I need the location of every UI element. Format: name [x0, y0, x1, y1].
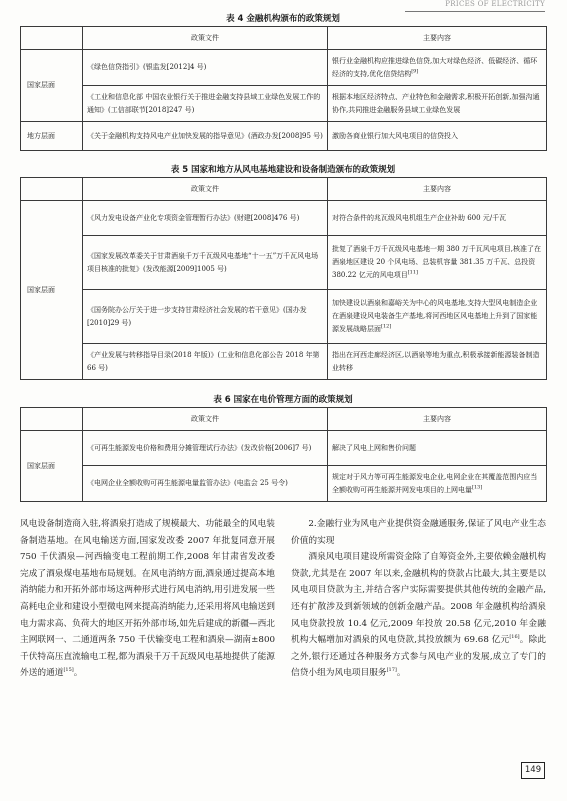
table4-header-doc: 政策文件: [83, 27, 328, 50]
table5-doc: 《国家发展改革委关于甘肃酒泉千万千瓦级风电基地“十一五”万千瓦风电场项目核准的批复》(发改能源[2009]1005 号): [83, 236, 328, 290]
citation: [12]: [381, 323, 392, 330]
table4-content: 根据本地区经济特点、产业特色和金融需求,积极开拓创新,加强沟通协作,共同推进金融服务县域工业绿色发展: [328, 86, 547, 122]
table6-doc: 《电网企业全额收购可再生能源电量监管办法》(电监会 25 号令): [83, 466, 328, 502]
citation: [9]: [411, 68, 419, 75]
table5-doc: 《国务院办公厅关于进一步支持甘肃经济社会发展的若干意见》(国办发[2010]29 号): [83, 290, 328, 344]
table4-caption: 表 4 金融机构颁布的政策规划: [226, 14, 340, 24]
table4-doc: 《关于金融机构支持风电产业加快发展的指导意见》(酒政办发[2008]95 号): [83, 122, 328, 151]
table5: [20, 177, 547, 380]
table6-header-content: 主要内容: [328, 408, 547, 431]
table-row: [21, 201, 547, 236]
table6-header-row: [21, 408, 547, 431]
table-row: [21, 431, 547, 466]
table6-header-doc: 政策文件: [83, 408, 328, 431]
table5-header-row: [21, 178, 547, 201]
table4: [20, 26, 547, 151]
table5-doc: 《风力发电设备产业化专项资金管理暂行办法》(财建[2008]476 号): [83, 201, 328, 236]
table4-doc: 《工业和信息化部 中国农业银行关于推进金融支持县域工业绿色发展工作的通知》(工信部联节[2018]247 号): [83, 86, 328, 122]
table5-content: 批复了酒泉千万千瓦级风电基地一期 380 万千瓦风电项目,核准了在酒泉地区建设 20 个风电场、总装机容量 381.35 万千瓦、总投资 380.22 亿元的风电项目[11]: [328, 236, 547, 290]
section-heading: 2.金融行业为风电产业提供资金融通服务,保证了风电产业生态价值的实现: [291, 519, 546, 546]
table4-doc: 《绿色信贷指引》(银监发[2012]4 号): [83, 50, 328, 86]
table6-level-national: 国家层面: [21, 431, 83, 502]
citation: [16]: [509, 634, 520, 641]
table5-content: 指出在河西走廊经济区,以酒泉等地为重点,积极承接新能源装备制造业转移: [328, 344, 547, 380]
table-row: [21, 122, 547, 151]
table5-content: 加快建设以酒泉和嘉峪关为中心的风电基地,支持大型风电制造企业在酒泉建设风电装备生产基地,将河西地区风电基地上升到了国家能源发展战略层面[12]: [328, 290, 547, 344]
table4-header-level: [21, 27, 83, 50]
table4-content: 银行业金融机构应推进绿色信贷,加大对绿色经济、低碳经济、循环经济的支持,优化信贷结构[9]: [328, 50, 547, 86]
page-number: 149: [521, 762, 545, 779]
table4-level-local: 地方层面: [21, 122, 83, 151]
table-row: [21, 344, 547, 380]
table4-content: 激励各商业银行加大风电项目的信贷投入: [328, 122, 547, 151]
table4-header-content: 主要内容: [328, 27, 547, 50]
table5-header-content: 主要内容: [328, 178, 547, 201]
table5-level-national: 国家层面: [21, 201, 83, 380]
table-row: [21, 50, 547, 86]
table4-header-row: [21, 27, 547, 50]
left-paragraph: 风电设备制造商入驻,将酒泉打造成了规模最大、功能最全的风电装备制造基地。在风电输送方面,国家发改委 2007 年批复同意开展 750 千伏酒泉—河西输变电工程前期工作,2008 年甘肃省发改委完成了酒泉煤电基地布局规划。在风电消纳方面,酒泉通过提高本地消纳能力和开拓外部市场这两种形式进行风电消纳,用引进发展一些高耗电企业和建设小型微电网来提高消纳能力,还采用将风电输送到电力需求高、负荷大的地区开拓外部市场,如先后建成的新疆—西北主网联网一、二通道两条 750 千伏输变电工程和酒泉—湖南±800 千伏特高压直流输电工程,都为酒泉千万千瓦级风电基地提供了能源外送的通道[15]。: [20, 519, 275, 679]
table6-caption: 表 6 国家在电价管理方面的政策规划: [213, 395, 353, 405]
table6-content: 规定对于风力等可再生能源发电企业,电网企业在其覆盖范围内应当全额收购可再生能源并网发电项目的上网电量[13]: [328, 466, 547, 502]
running-head: PRICES OF ELECTRICITY: [405, 0, 545, 12]
table-row: [21, 466, 547, 502]
table6-header-level: [21, 408, 83, 431]
table5-content: 对符合条件的兆瓦级风电机组生产企业补助 600 元/千瓦: [328, 201, 547, 236]
left-column: [20, 516, 275, 682]
table6-doc: 《可再生能源发电价格和费用分摊管理试行办法》(发改价格[2006]7 号): [83, 431, 328, 466]
right-column: [291, 516, 546, 682]
citation: [15]: [63, 667, 74, 674]
table6-content: 解决了风电上网和售价问题: [328, 431, 547, 466]
body-text: [20, 516, 546, 682]
table4-level-national: 国家层面: [21, 50, 83, 122]
citation: [17]: [386, 667, 397, 674]
table-row: [21, 236, 547, 290]
citation: [13]: [472, 484, 483, 491]
table-row: [21, 86, 547, 122]
table6: [20, 407, 547, 502]
table5-doc: 《产业发展与转移指导目录(2018 年版)》(工业和信息化部公告 2018 年第 66 号): [83, 344, 328, 380]
table5-header-level: [21, 178, 83, 201]
right-paragraph: 酒泉风电项目建设所需资金除了自筹资金外,主要依赖金融机构贷款,尤其是在 2007 年以来,金融机构的贷款占比最大,其主要是以风电项目贷款为主,并结合客户实际需要提供其他传统的金融产品,还有扩散涉及到新领域的创新金融产品。2008 年金融机构给酒泉风电贷款投放 10.4 亿元,2009 年投放 20.58 亿元,2010 年金融机构大幅增加对酒泉的风电贷款,其投放额为 69.68 亿元[16]。除此之外,银行还通过各种服务方式参与风电产业的发展,成立了专门的信贷小组为风电项目服务[17]。: [291, 552, 547, 679]
table5-header-doc: 政策文件: [83, 178, 328, 201]
table5-caption: 表 5 国家和地方从风电基地建设和设备制造颁布的政策规划: [170, 165, 396, 175]
table-row: [21, 290, 547, 344]
page: [20, 13, 546, 682]
citation: [11]: [407, 269, 418, 276]
